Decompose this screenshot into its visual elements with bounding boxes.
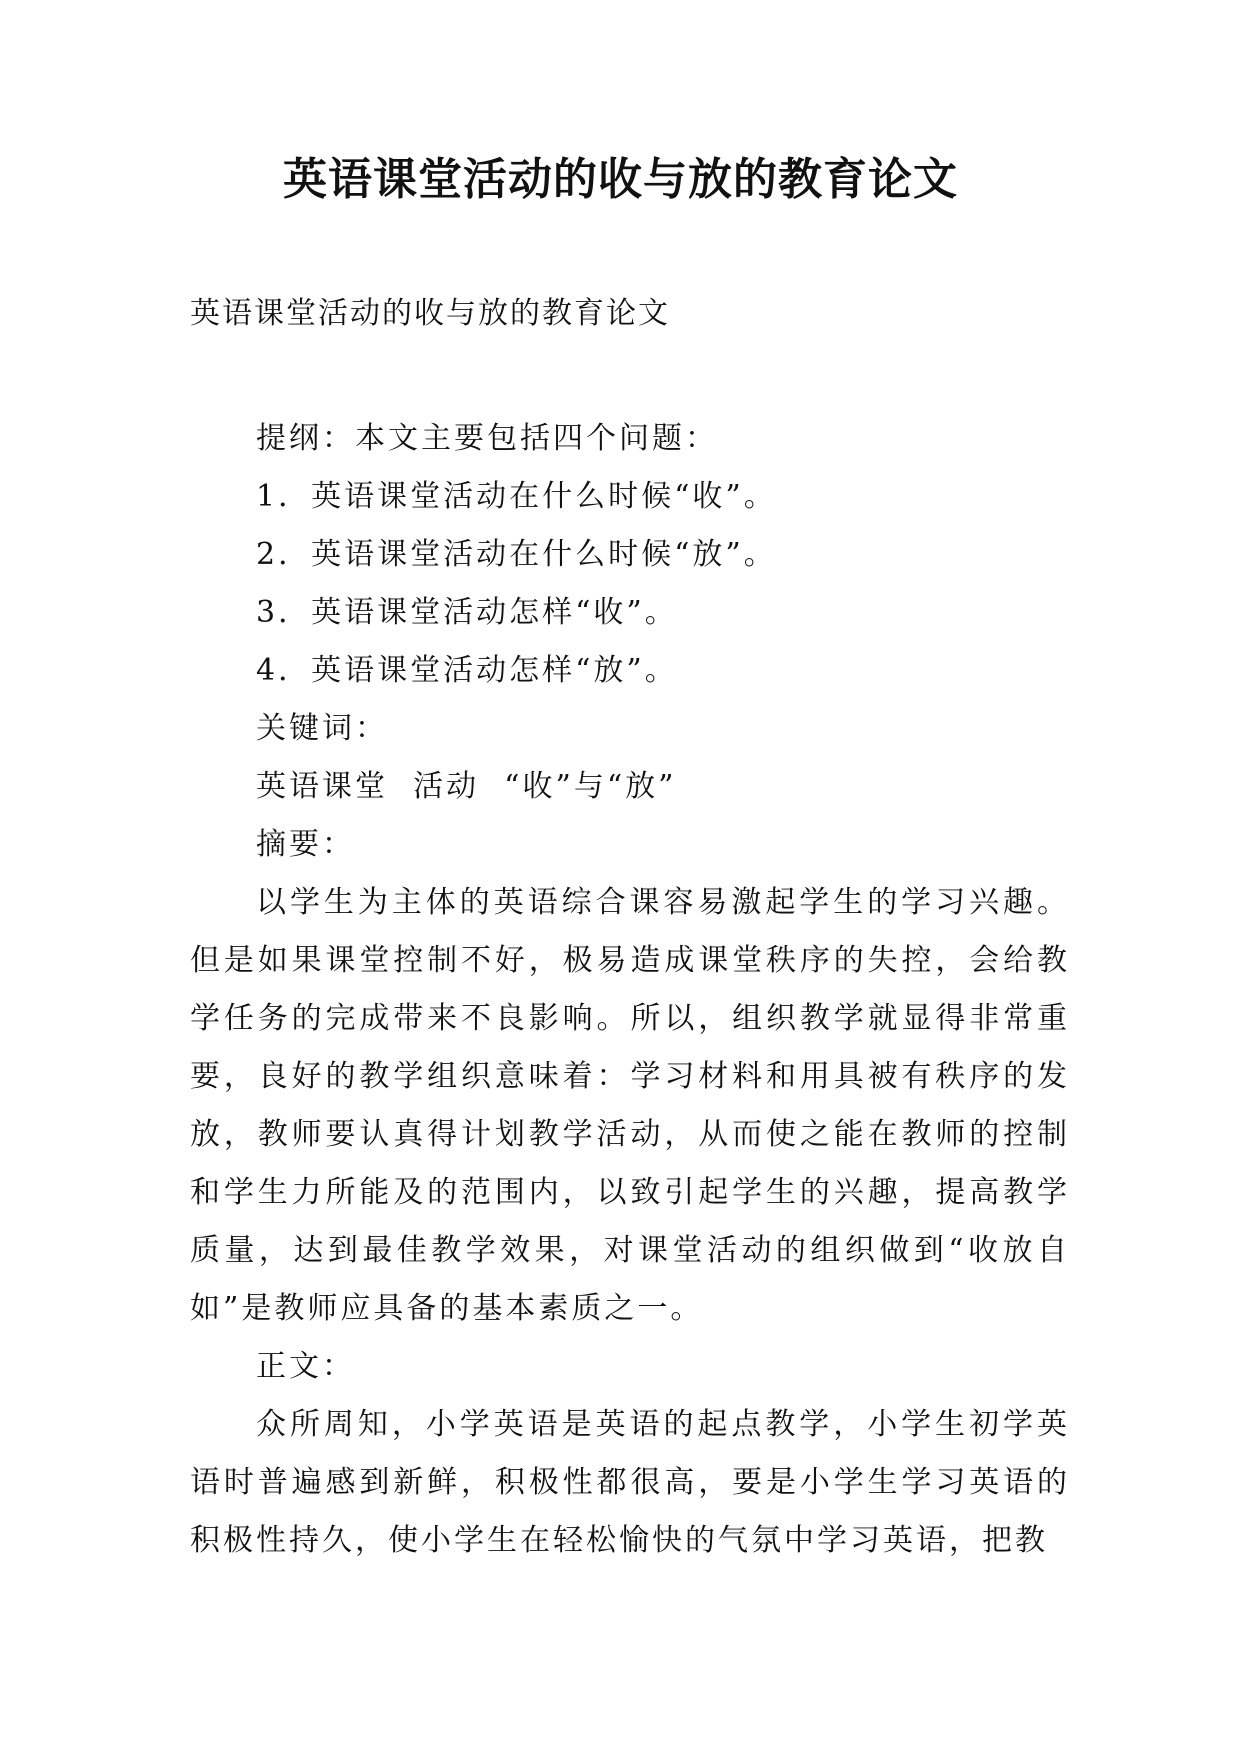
outline-item-1: 1．英语课堂活动在什么时候“收”。 <box>256 479 777 514</box>
keywords-label: 关键词： <box>256 711 388 746</box>
abstract-paragraph: 以学生为主体的英语综合课容易激起学生的学习兴趣。但是如果课堂控制不好，极易造成课堂秩序的失控，会给教学任务的完成带来不良影响。所以，组织教学就显得非常重要，良好的教学组织意味着：学习材料和用具被有秩序的发放，教师要认真得计划教学活动，从而使之能在教师的控制和学生力所能及的范围内，以致引起学生的兴趣，提高教学质量，达到最佳教学效果，对课堂活动的组织做到“收放自如”是教师应具备的基本素质之一。 <box>190 885 1070 1326</box>
outline-item-4: 4．英语课堂活动怎样“放”。 <box>256 653 678 688</box>
document-body <box>190 410 1070 1570</box>
document-subtitle: 英语课堂活动的收与放的教育论文 <box>190 296 670 331</box>
body-paragraph: 众所周知，小学英语是英语的起点教学，小学生初学英语时普遍感到新鲜，积极性都很高，要是小学生学习英语的积极性持久，使小学生在轻松愉快的气氛中学习英语，把教 <box>190 1407 1070 1558</box>
outline-item-3: 3．英语课堂活动怎样“收”。 <box>256 595 678 630</box>
abstract-label: 摘要： <box>256 827 355 862</box>
keywords-text: 英语课堂 活动 “收”与“放” <box>256 769 677 804</box>
body-label: 正文： <box>256 1349 355 1384</box>
document-title: 英语课堂活动的收与放的教育论文 <box>283 154 958 205</box>
outline-label: 提纲：本文主要包括四个问题： <box>256 421 718 456</box>
outline-item-2: 2．英语课堂活动在什么时候“放”。 <box>256 537 777 572</box>
